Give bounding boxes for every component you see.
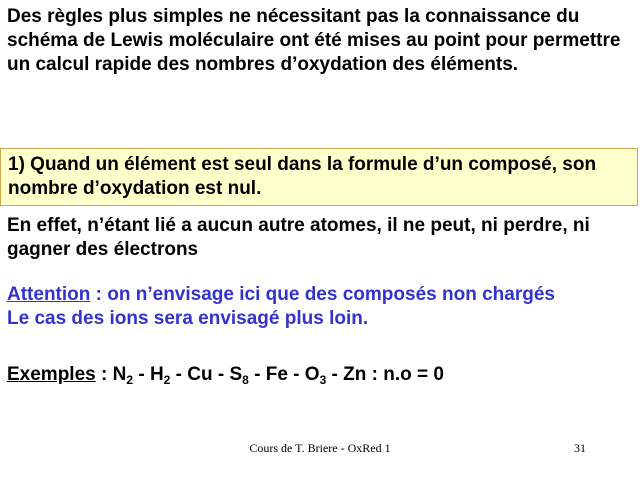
formula-n2: $N_2$ xyxy=(112,364,134,387)
formula-s8: $S_8$ xyxy=(229,364,249,387)
formula-cu: - Cu - xyxy=(170,364,230,385)
formula-h2: $H_2$ xyxy=(149,364,171,387)
attention-note xyxy=(7,283,637,331)
attention-ions-note: Le cas des ions sera envisagé plus loin. xyxy=(7,308,369,329)
page-number: 31 xyxy=(574,441,586,455)
examples-label: Exemples xyxy=(7,364,96,385)
attention-text: : on n’envisage ici que des composés non chargés xyxy=(90,284,555,305)
formula-zn-result: - Zn : n.o = 0 xyxy=(326,364,444,385)
examples-line: Exemples : $N_2 - H_2$ - Cu - $S_8$ - Fe - $O_3$ - Zn : n.o = 0 xyxy=(7,364,444,387)
rule-highlight-box xyxy=(0,148,638,206)
rule-text: 1) Quand un élément est seul dans la formule d’un composé, son nombre d’oxydation est nul. xyxy=(8,154,597,199)
footer-source: Cours de T. Briere - OxRed 1 xyxy=(249,441,391,455)
explanation-paragraph: En effet, n’étant lié a aucun autre atomes, il ne peut, ni perdre, ni gagner des électrons xyxy=(7,215,590,260)
intro-paragraph: Des règles plus simples ne nécessitant pas la connaissance du schéma de Lewis moléculaire ont été mises au point pour permettre un calcul rapide des nombres d’oxydation des éléments. xyxy=(7,6,621,75)
formula-fe: - Fe - xyxy=(248,364,305,385)
attention-label: Attention xyxy=(7,284,91,305)
examples-separator: : xyxy=(95,364,113,385)
formula-o3: $O_3$ xyxy=(304,364,327,387)
